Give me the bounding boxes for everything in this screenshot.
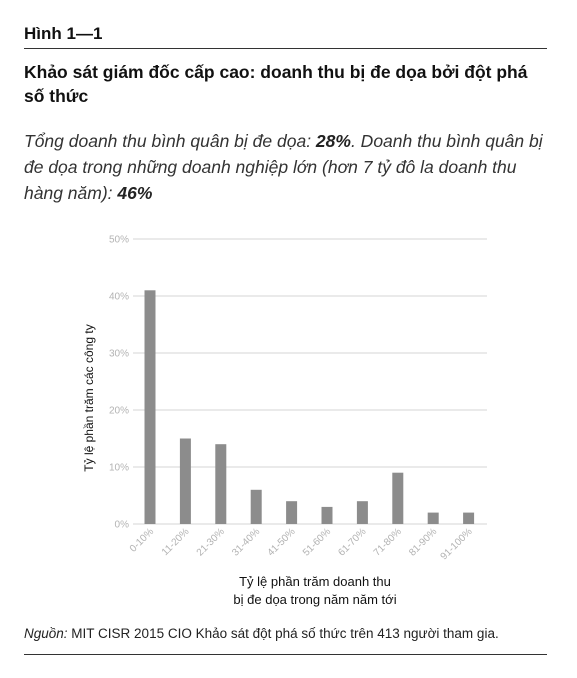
bar	[145, 290, 156, 524]
x-axis-title-line2: bị đe dọa trong năm năm tới	[233, 592, 397, 607]
x-tick-label: 61-70%	[336, 526, 369, 559]
bar	[463, 513, 474, 524]
x-tick-label: 0-10%	[127, 526, 157, 555]
figure-label: Hình 1—1	[24, 24, 103, 43]
x-tick-label: 41-50%	[265, 526, 298, 559]
y-axis-title: Tỷ lệ phần trăm các công ty	[82, 324, 96, 472]
bar	[322, 507, 333, 524]
y-tick-label: 30%	[108, 348, 129, 360]
summary-value-2: 46%	[117, 183, 153, 203]
x-axis-ticks	[128, 526, 475, 562]
y-tick-label: 50%	[108, 234, 129, 246]
bar	[215, 444, 226, 524]
bar-chart	[0, 220, 577, 615]
bar	[357, 501, 368, 524]
bar	[428, 513, 439, 524]
x-tick-label: 81-90%	[407, 526, 440, 559]
source-label: Nguồn:	[24, 626, 68, 641]
bottom-divider	[24, 654, 547, 655]
y-axis-ticks	[109, 235, 129, 531]
x-tick-label: 91-100%	[438, 526, 475, 563]
x-tick-label: 21-30%	[194, 526, 227, 559]
bar	[286, 501, 297, 524]
x-tick-label: 51-60%	[300, 526, 334, 559]
y-tick-label: 10%	[108, 462, 129, 474]
bars	[145, 290, 475, 524]
figure-heading: Khảo sát giám đốc cấp cao: doanh thu bị đe dọa bởi đột phá số thức	[24, 62, 528, 106]
x-tick-label: 31-40%	[230, 526, 263, 559]
x-axis-title-line1: Tỷ lệ phần trăm doanh thu	[239, 574, 391, 589]
source-text: MIT CISR 2015 CIO Khảo sát đột phá số thức trên 413 người tham gia.	[67, 626, 499, 641]
top-divider	[24, 48, 547, 49]
x-tick-label: 71-80%	[371, 526, 404, 559]
figure-summary	[24, 128, 552, 206]
source-note	[24, 626, 499, 641]
bar	[180, 439, 191, 525]
bar	[251, 490, 262, 524]
summary-value-1: 28%	[315, 131, 351, 151]
x-tick-label: 11-20%	[159, 526, 192, 558]
summary-text-2: . Doanh thu bình quân bị đe dọa trong những doanh nghiệp lớn (hơn 7 tỷ đô la doanh thu hàng năm):	[24, 131, 543, 203]
bar	[392, 473, 403, 524]
y-tick-label: 0%	[114, 519, 129, 531]
y-tick-label: 40%	[108, 291, 129, 303]
y-tick-label: 20%	[108, 405, 129, 417]
summary-text-1: Tổng doanh thu bình quân bị đe dọa:	[24, 131, 316, 151]
